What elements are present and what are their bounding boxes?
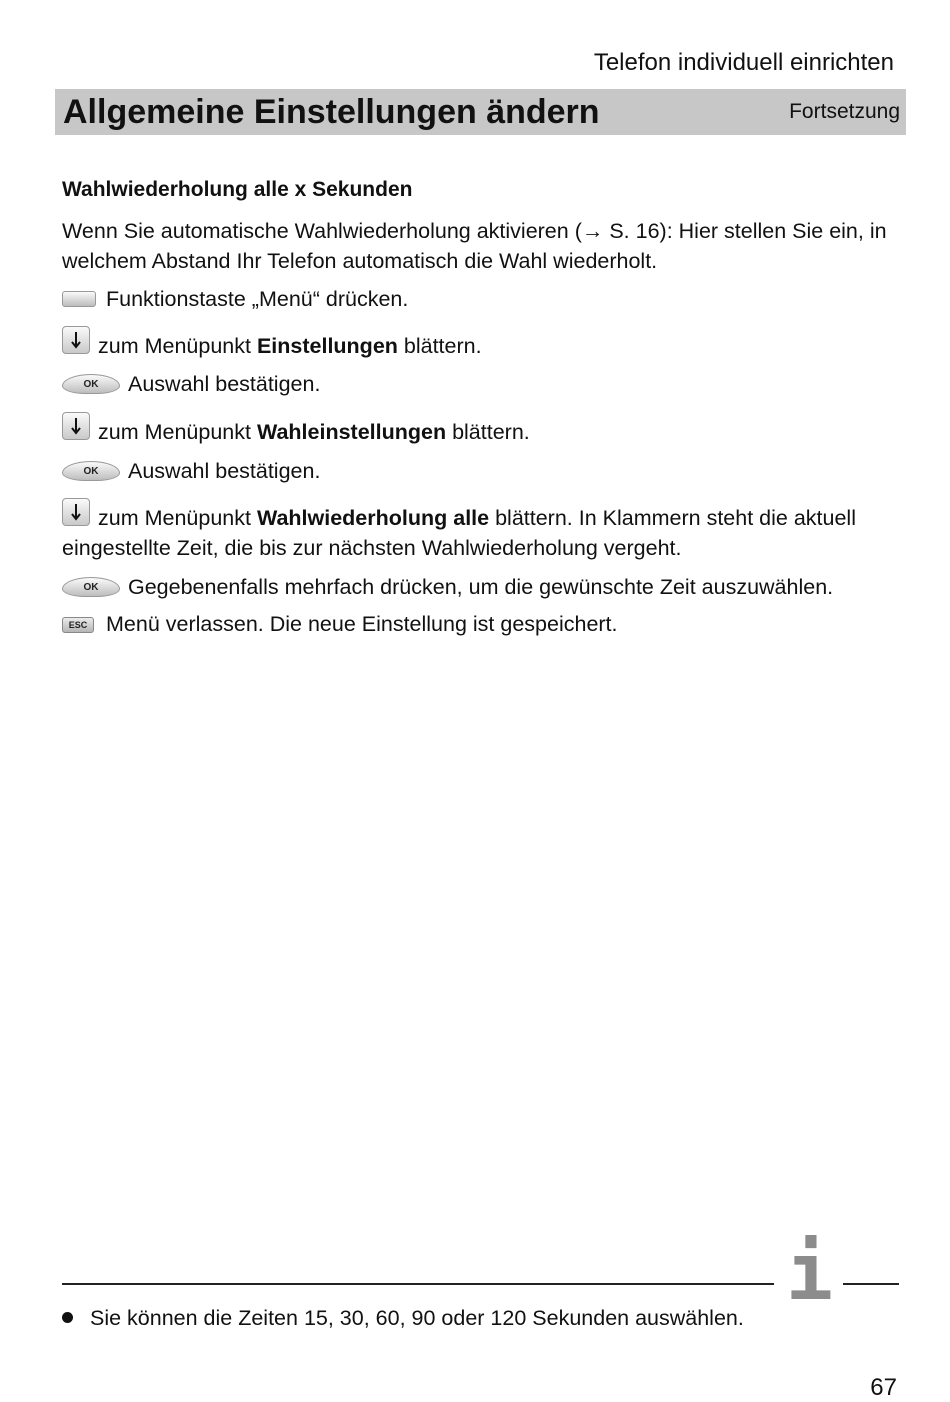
page-title: Allgemeine Einstellungen ändern bbox=[63, 93, 600, 131]
step-text: zum Menüpunkt Wahlwiederholung alle blättern. In Klammern steht die aktuell eingestellte Zeit, die bis zur nächsten Wahlwiederholung vergeht. bbox=[62, 506, 856, 560]
step-text: Gegebenenfalls mehrfach drücken, um die gewünschte Zeit auszuwählen. bbox=[128, 575, 834, 599]
step-text: Auswahl bestätigen. bbox=[128, 459, 321, 483]
ok-key-icon: OK bbox=[62, 577, 120, 597]
section-heading: Wahlwiederholung alle x Sekunden bbox=[62, 178, 413, 201]
down-arrow-key-icon bbox=[62, 326, 90, 354]
continued-label: Fortsetzung bbox=[789, 100, 900, 123]
step-text: Funktionstaste „Menü“ drücken. bbox=[106, 287, 409, 311]
intro-paragraph: Wenn Sie automatische Wahlwiederholung aktivieren (→ S. 16): Hier stellen Sie ein, in welchem Abstand Ihr Telefon automatisch die Wahl wiederholt. bbox=[62, 219, 887, 273]
ok-key-icon: OK bbox=[62, 461, 120, 481]
step-text: zum Menüpunkt Wahleinstellungen blättern. bbox=[98, 420, 530, 444]
page-number: 67 bbox=[870, 1374, 897, 1401]
info-note: Sie können die Zeiten 15, 30, 60, 90 oder 120 Sekunden auswählen. bbox=[90, 1306, 744, 1330]
info-icon: i bbox=[786, 1228, 833, 1318]
info-rule-left bbox=[62, 1283, 774, 1285]
step-text: zum Menüpunkt Einstellungen blättern. bbox=[98, 334, 482, 358]
info-rule-right bbox=[843, 1283, 899, 1285]
running-header: Telefon individuell einrichten bbox=[593, 49, 894, 76]
esc-key-icon: ESC bbox=[62, 617, 94, 633]
step-text: Menü verlassen. Die neue Einstellung ist gespeichert. bbox=[106, 612, 618, 636]
step-text: Auswahl bestätigen. bbox=[128, 372, 321, 396]
down-arrow-key-icon bbox=[62, 412, 90, 440]
ok-key-icon: OK bbox=[62, 374, 120, 394]
bullet-icon bbox=[62, 1312, 73, 1323]
menu-key-icon bbox=[62, 291, 96, 307]
